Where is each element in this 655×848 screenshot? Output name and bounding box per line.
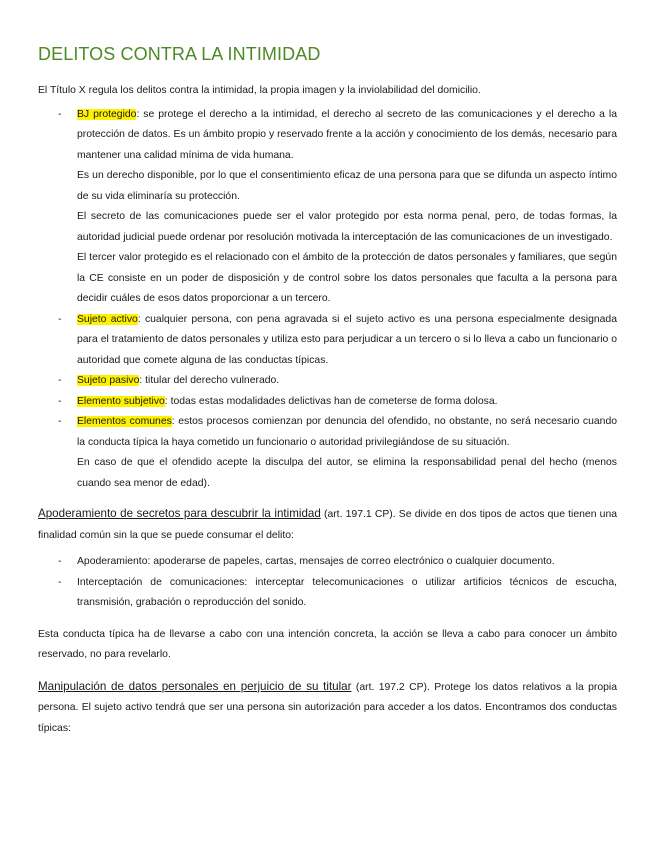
list-item-elemento-subjetivo [38,392,617,413]
main-list [38,105,617,495]
list-item-bj-protegido [38,105,617,167]
intro-paragraph: El Título X regula los delitos contra la intimidad, la propia imagen y la inviolabilidad del domicilio. [38,85,481,96]
highlighted-label: Sujeto pasivo [77,375,140,386]
highlighted-label: Elemento subjetivo [77,395,165,407]
list-item-elementos-comunes [38,412,617,453]
list-item-sujeto-activo [38,310,617,372]
continuation-paragraph: El secreto de las comunicaciones puede ser el valor protegido por esta norma penal, pero, de todas formas, la autoridad judicial puede ordenar por resolución motivada la interceptación de las comunicaciones de un investigado. [77,211,617,243]
section-manipulacion [38,677,617,740]
continuation-paragraph: En caso de que el ofendido acepte la disculpa del autor, se elimina la responsabilidad penal del hecho (menos cuando sea menor de edad). [77,457,617,489]
section-title: Apoderamiento de secretos para descubrir la intimidad [38,507,321,520]
list-item-text: : todas estas modalidades delictivas han de cometerse de forma dolosa. [164,395,498,407]
section-text: (art. 197.1 CP). Se divide en dos tipos de actos que tienen una finalidad común sin la que se puede consumar el delito: [38,509,617,541]
continuation-paragraph: El tercer valor protegido es el relacionado con el ámbito de la protección de datos personales y familiares, que según la CE consiste en un poder de disposición y de control sobre los datos personales que faculta a la persona para decidir cuáles de esos datos proporcionar a un tercero. [77,252,617,304]
list-item-text: : estos procesos comienzan por denuncia del ofendido, no obstante, no será necesario cuando la conducta típica la haya cometido un funcionario o autoridad privilegiándose de su situación. [77,416,617,448]
list-item-sujeto-pasivo [38,371,617,392]
highlighted-label: BJ protegido [77,108,137,120]
section-title: Manipulación de datos personales en perjuicio de su titular [38,679,352,693]
section-text: (art. 197.2 CP). Protege los datos relativos a la propia persona. El sujeto activo tendrá que ser una persona sin autorización para acceder a los datos. Encontramos dos conductas típicas: [38,681,617,734]
highlighted-label: Sujeto activo [77,313,138,325]
section-list [38,552,617,614]
list-item-text: : se protege el derecho a la intimidad, el derecho al secreto de las comunicaciones y el derecho a la protección de datos. Es un ámbito propio y reservado frente a la acción y conocimiento de los demás, necesario para mantener una calidad mínima de vida humana. [77,108,617,161]
list-item-text: : titular del derecho vulnerado. [139,375,280,386]
section-after-paragraph: Esta conducta típica ha de llevarse a cabo con una intención concreta, la acción se lleva a cabo para conocer un ámbito reservado, no para revelarlo. [38,628,617,660]
list-item: - Apoderamiento: apoderarse de papeles, cartas, mensajes de correo electrónico o cualquier documento. [38,552,617,573]
highlighted-label: Elementos comunes [77,416,172,427]
page-title: DELITOS CONTRA LA INTIMIDAD [38,44,321,64]
list-item: - Interceptación de comunicaciones: interceptar telecomunicaciones o utilizar artificios técnicos de escucha, transmisión, grabación o reproducción del sonido. [38,573,617,614]
section-apoderamiento [38,504,617,546]
continuation-paragraph: Es un derecho disponible, por lo que el consentimiento eficaz de una persona para que se difunda un aspecto íntimo de su vida eliminaría su protección. [77,170,617,202]
list-item-text: : cualquier persona, con pena agravada si el sujeto activo es una persona especialmente designada para el tratamiento de datos personales y utiliza esto para perjudicar a un tercero o si lo lleva a cabo un funcionario o autoridad que comete alguna de las conductas típicas. [77,313,617,366]
